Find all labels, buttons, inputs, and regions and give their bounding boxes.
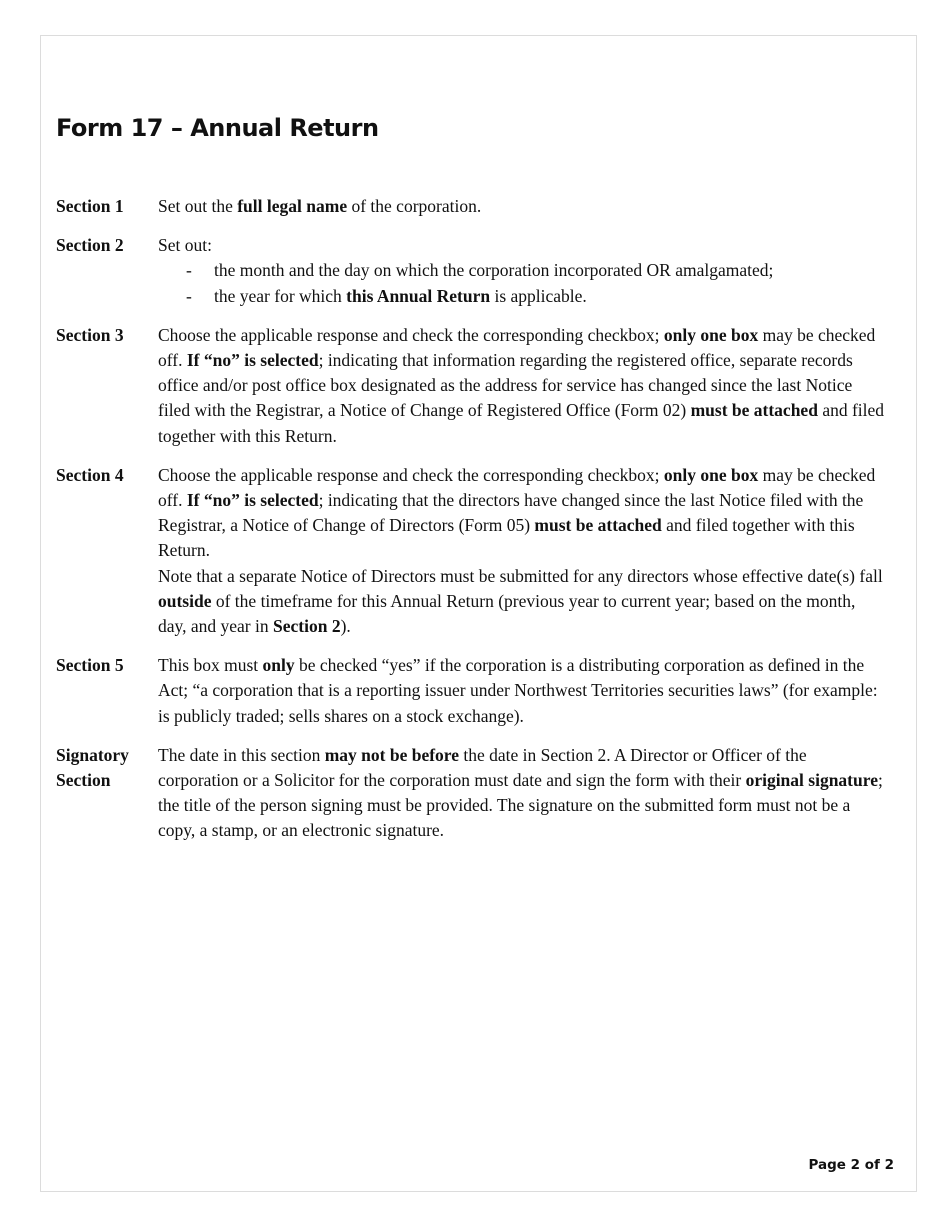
document-page — [40, 35, 917, 1192]
section-2-bullet-2: - the year for which this Annual Return is applicable. — [186, 285, 587, 306]
section-4-main: Choose the applicable response and check the corresponding checkbox; only one box may be checked off. If “no” is selected; indicating that the directors have changed since the last Notice filed with the Registrar, a Notice of Change of Directors (Form 05) must be attached and filed together with this Return. — [158, 464, 876, 561]
signatory-section-text: The date in this section may not be before the date in Section 2. A Director or Officer of the corporation or a Solicitor for the corporation must date and sign the form with their original signature; the title of the person signing must be provided. The signature on the submitted form must not be a copy, a stamp, or an electronic signature. — [158, 744, 883, 841]
section-4 — [56, 463, 886, 639]
instructions-list — [56, 194, 886, 858]
section-5 — [56, 653, 886, 729]
section-2-text — [158, 233, 886, 309]
section-2-bullet-1: - the month and the day on which the corporation incorporated OR amalgamated; — [186, 260, 774, 281]
section-3-text: Choose the applicable response and check the corresponding checkbox; only one box may be checked off. If “no” is selected; indicating that information regarding the registered office, separate records office and/or post office box designated as the address for service has changed since the last Notice filed with the Registrar, a Notice of Change of Registered Office (Form 02) must be attached and filed together with this Return. — [158, 324, 885, 446]
section-1-text: Set out the full legal name of the corporation. — [158, 196, 482, 216]
section-4-note: Note that a separate Notice of Directors must be submitted for any directors whose effective date(s) fall outside of the timeframe for this Annual Return (previous year to current year; based on the month, day, and year in Section 2). — [158, 565, 883, 637]
section-3-label: Section 3 — [56, 324, 124, 345]
section-5-label: Section 5 — [56, 655, 124, 676]
section-2-label: Section 2 — [56, 235, 124, 256]
page-number: Page 2 of 2 — [808, 1157, 894, 1173]
section-3 — [56, 323, 886, 449]
signatory-section-label: Signatory Section — [56, 744, 129, 791]
section-4-text — [158, 463, 886, 639]
section-4-label: Section 4 — [56, 464, 124, 485]
signatory-section — [56, 743, 886, 844]
section-2 — [56, 233, 886, 309]
section-1-label: Section 1 — [56, 196, 124, 216]
section-1 — [56, 194, 886, 219]
section-2-intro: Set out: — [158, 235, 212, 256]
page-title: Form 17 – Annual Return — [56, 114, 379, 142]
section-5-text: This box must only be checked “yes” if the corporation is a distributing corporation as defined in the Act; “a corporation that is a reporting issuer under Northwest Territories securities laws” (for example: is publicly traded; sells shares on a stock exchange). — [158, 655, 878, 726]
